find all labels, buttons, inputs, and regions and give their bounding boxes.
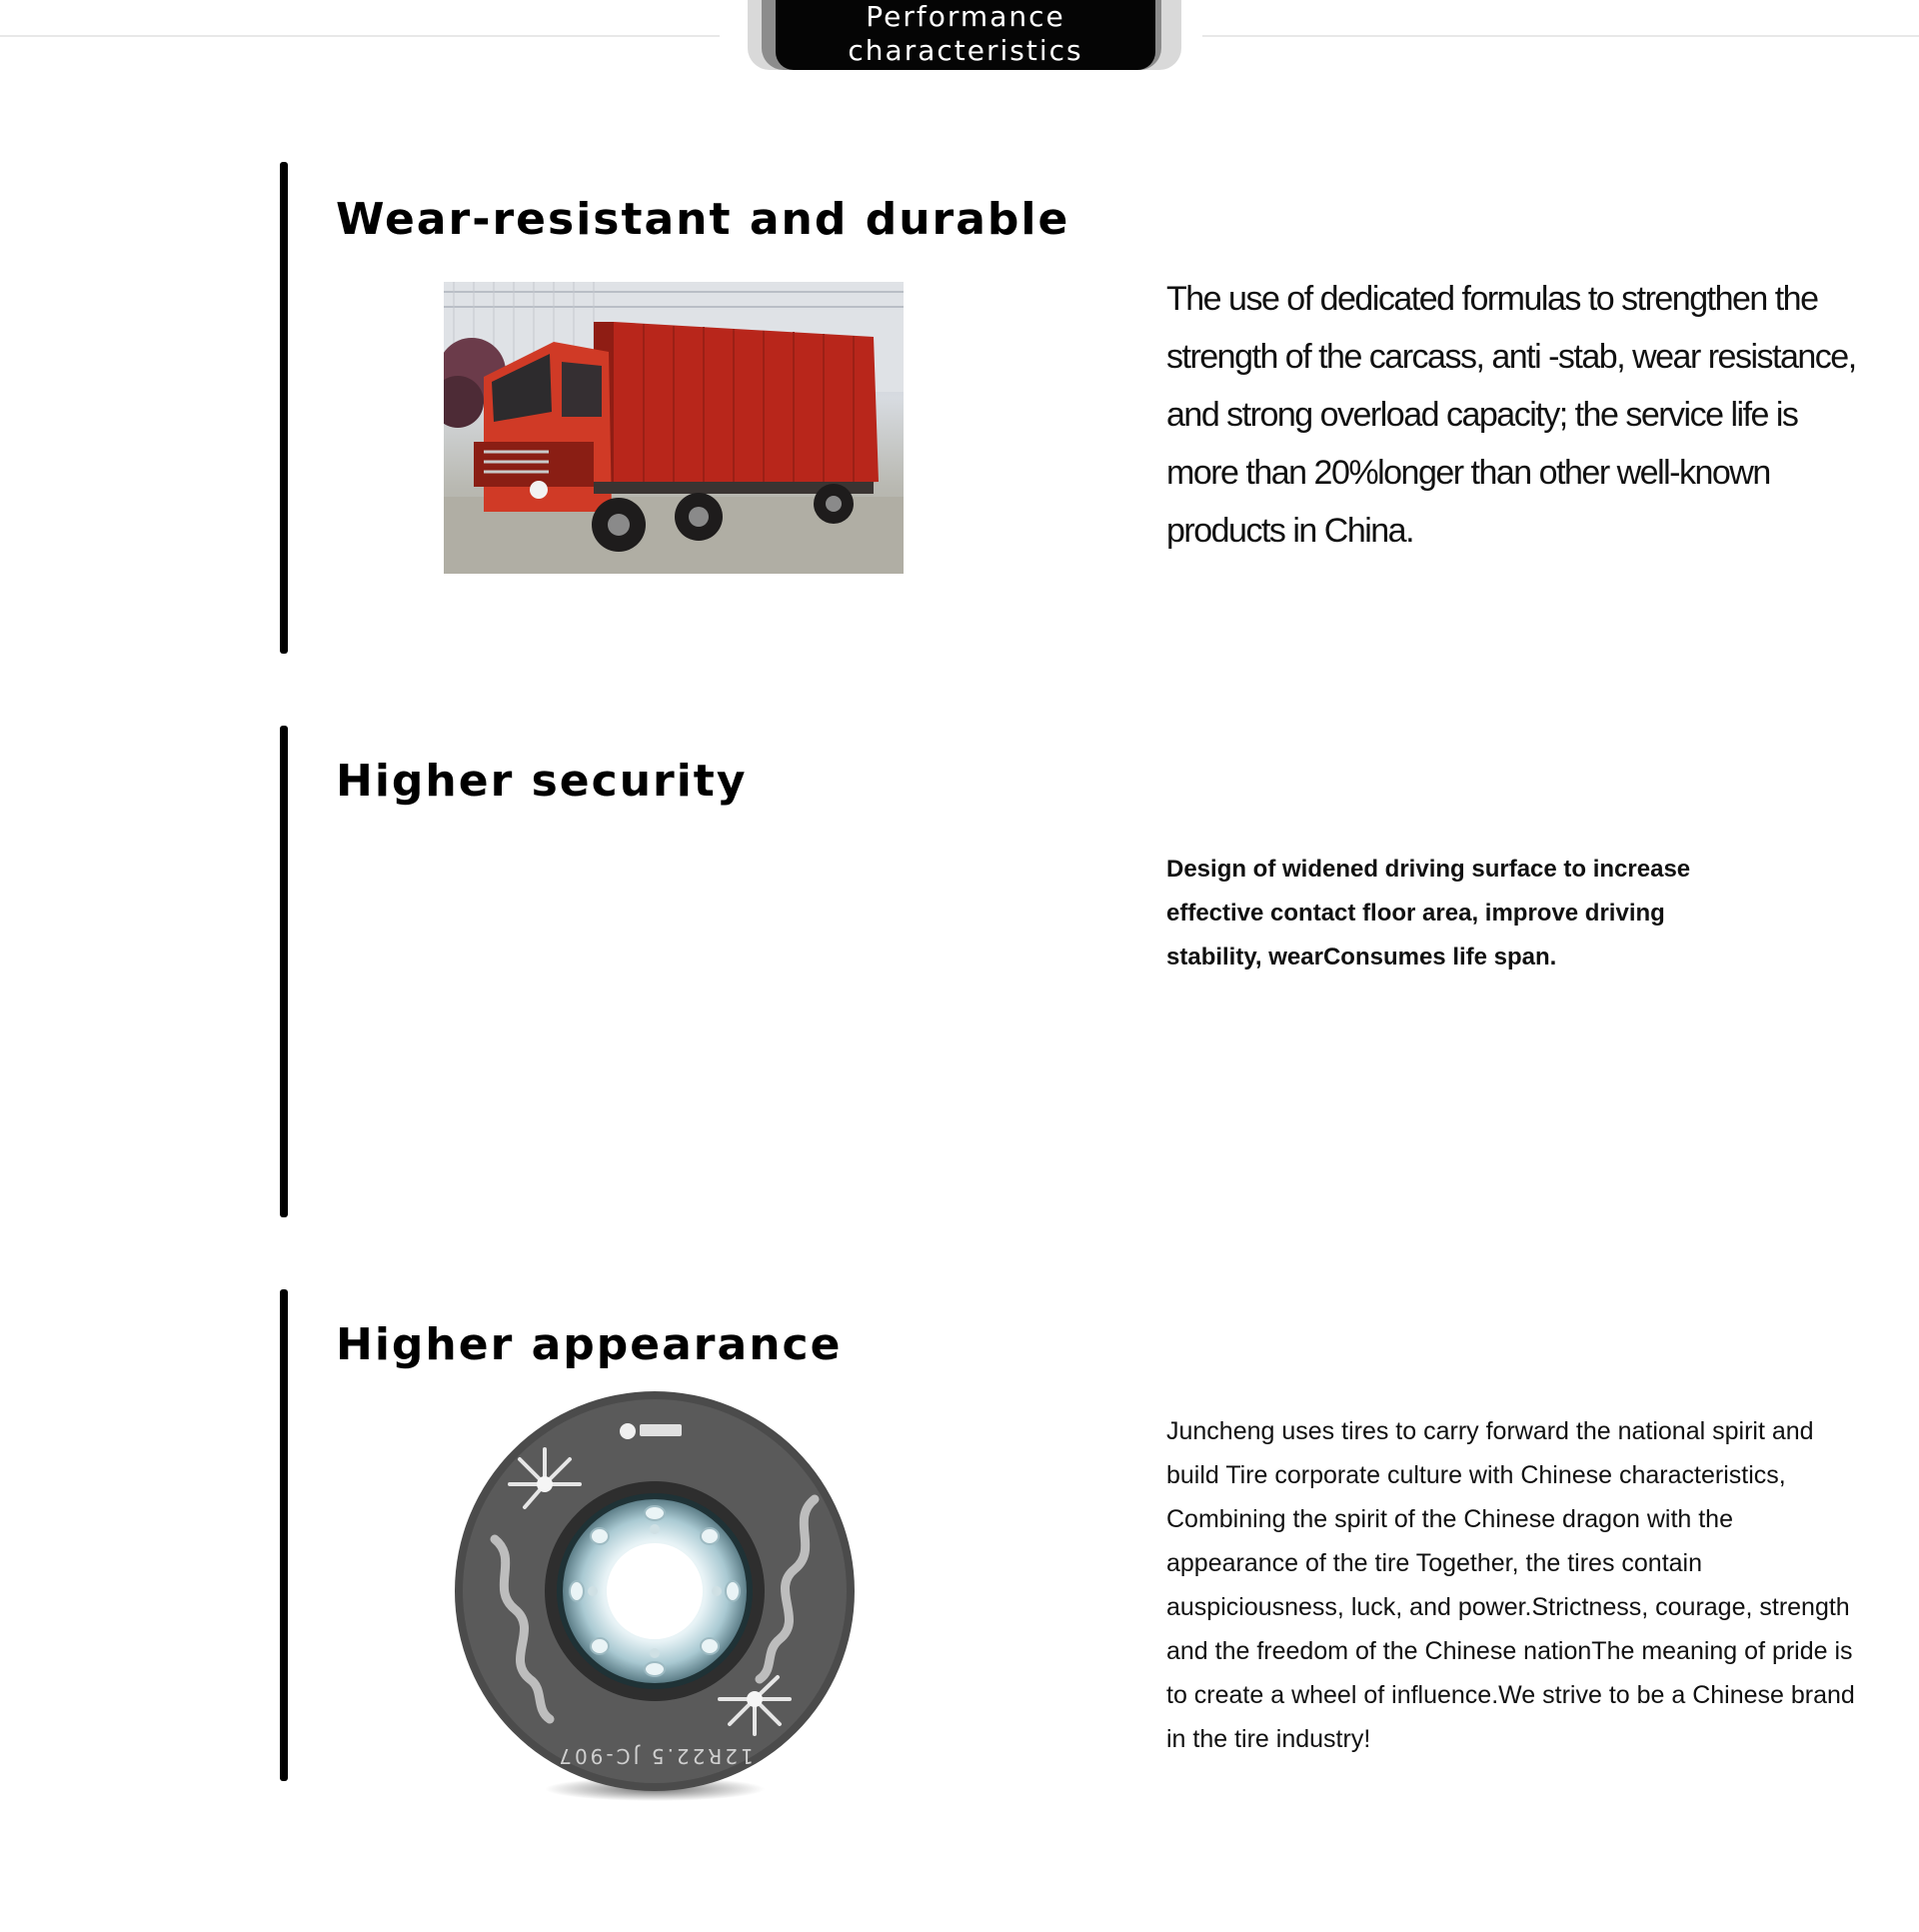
section-title: Higher appearance (336, 1319, 843, 1370)
section-accent-bar (280, 726, 288, 1217)
tire-photo (450, 1389, 860, 1809)
section-accent-bar (280, 1289, 288, 1781)
section-title: Higher security (336, 756, 748, 807)
header-title-line-1: Performance (866, 0, 1065, 33)
header-divider-right (1202, 35, 1919, 37)
section-accent-bar (280, 162, 288, 654)
section-description: The use of dedicated formulas to strengthen the strength of the carcass, anti -stab, wear resistance, and strong overload capacity; the service life is more than 20%longer than other well-known products in China. (1166, 280, 1856, 550)
header-title-line-2: characteristics (848, 34, 1083, 67)
section-header-badge (748, 0, 1181, 70)
header-divider-left (0, 35, 720, 37)
badge-face (776, 0, 1155, 70)
section-title: Wear-resistant and durable (336, 194, 1070, 245)
section-description: Juncheng uses tires to carry forward the national spirit and build Tire corporate culture with Chinese characteristics, Combining the spirit of the Chinese dragon with the appearance of the tire Together, the tires contain auspiciousness, luck, and power.Strictness, courage, strength and the freedom of the Chinese nationThe meaning of pride is to create a wheel of influence.We strive to be a Chinese brand in the tire industry! (1166, 1417, 1855, 1753)
tire-sidewall-text: 12R22.5 JC-907 (556, 1744, 754, 1768)
section-description: Design of widened driving surface to increase effective contact floor area, improve driving stability, wearConsumes life span. (1166, 856, 1691, 970)
truck-photo (444, 282, 904, 574)
